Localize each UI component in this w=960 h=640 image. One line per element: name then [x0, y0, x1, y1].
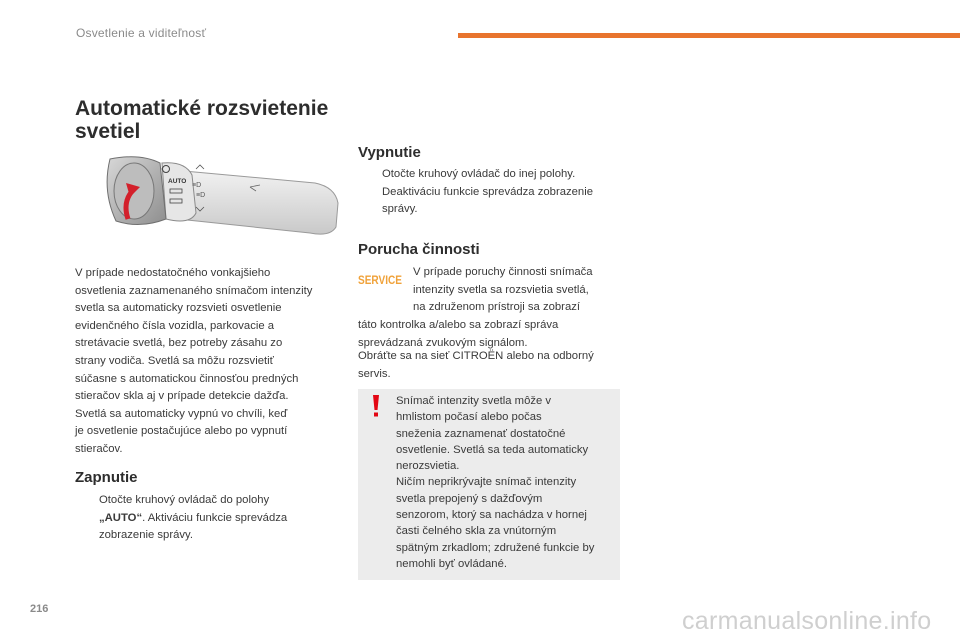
zapnutie-step: [76, 492, 336, 548]
warning-line: osvetlenie. Svetlá sa teda automaticky: [396, 443, 589, 456]
intro-line: stieračov skla aj v prípade detekcie dažďa.: [75, 390, 289, 403]
vypnutie-step: [359, 166, 629, 222]
vypnutie-line: Deaktiváciu funkcie sprevádza zobrazenie: [382, 185, 593, 198]
warning-line: nemohli byť ovládané.: [396, 557, 507, 570]
porucha-indented-text: [413, 264, 633, 317]
intro-line: svetla sa automaticky rozsvieti osvetlenie: [75, 302, 282, 315]
intro-line: strany vodiča. Svetlá sa môžu rozsvietiť: [75, 354, 274, 367]
zapnutie-heading: Zapnutie: [75, 469, 138, 486]
service-label: SERVICE: [358, 273, 402, 287]
intro-line: stretávacie svetlá, bez potreby zásahu zo: [75, 337, 283, 350]
warning-line: svetla prepojený s dažďovým: [396, 492, 543, 505]
porucha-line: V prípade poruchy činnosti snímača: [413, 266, 593, 278]
warning-line: Snímač intenzity svetla môže v: [396, 395, 552, 407]
contact-line: servis.: [358, 367, 391, 380]
vypnutie-line: Otočte kruhový ovládač do inej polohy.: [382, 168, 576, 180]
porucha-heading: Porucha činnosti: [358, 241, 480, 258]
light-stalk-illustration: [100, 145, 340, 245]
intro-line: osvetlenia zaznamenaného snímačom intenzity: [75, 284, 313, 297]
porucha-line: intenzity svetla sa rozsvietia svetlá,: [413, 283, 589, 296]
intro-line: stieračov.: [75, 442, 123, 455]
svg-text:≡D: ≡D: [196, 192, 206, 199]
porucha-text: [358, 317, 628, 352]
warning-line: sneženia zaznamenať dostatočné: [396, 427, 566, 440]
svg-text:≡D: ≡D: [192, 182, 202, 189]
warning-line: časti čelného skla za vnútorným: [396, 525, 557, 538]
warning-line: Ničím neprikrývajte snímač intenzity: [396, 476, 577, 489]
page-title: [75, 97, 335, 143]
vypnutie-heading: Vypnutie: [358, 144, 421, 161]
porucha-line: sprevádzaná zvukovým signálom.: [358, 336, 528, 349]
exclamation-icon: [370, 394, 382, 418]
auto-position-label: „AUTO“: [99, 511, 143, 524]
zapnutie-line: zobrazenie správy.: [99, 529, 193, 542]
service-warning-icon: [358, 272, 404, 286]
page-number: 216: [30, 603, 49, 615]
header-accent-bar: [458, 33, 960, 38]
page-title-line-1: Automatické rozsvietenie: [75, 97, 329, 120]
intro-line: evidenčného čísla vozidla, parkovacie a: [75, 319, 275, 332]
section-title: Osvetlenie a viditeľnosť: [76, 26, 207, 40]
warning-line: spätným zrkadlom; združené funkcie by: [396, 541, 595, 554]
page-title-line-2: svetiel: [75, 120, 141, 143]
vypnutie-line: správy.: [382, 203, 418, 216]
porucha-line: na združenom prístroji sa zobrazí: [413, 301, 581, 314]
intro-line: súčasne s automatickou činnosťou predných: [75, 372, 299, 385]
porucha-contact-text: [358, 348, 628, 383]
auto-mark: AUTO: [168, 178, 187, 185]
zapnutie-line: . Aktiváciu funkcie sprevádza: [142, 511, 288, 524]
porucha-line: táto kontrolka a/alebo sa zobrazí správa: [358, 319, 559, 331]
contact-line: Obráťte sa na sieť CITROËN alebo na odborný: [358, 350, 594, 362]
intro-line: V prípade nedostatočného vonkajšieho: [75, 267, 271, 279]
warning-line: hmlistom počasí alebo počas: [396, 411, 542, 424]
warning-text: [396, 393, 618, 572]
watermark: carmanualsonline.info: [682, 607, 932, 635]
intro-line: Svetlá sa automaticky vypnú vo chvíli, keď: [75, 407, 288, 420]
intro-paragraph: [75, 265, 345, 459]
warning-line: senzorom, ktorý sa nachádza v hornej: [396, 509, 587, 522]
zapnutie-line: Otočte kruhový ovládač do polohy: [99, 494, 270, 506]
warning-line: nerozsvietia.: [396, 460, 460, 473]
intro-line: je osvetlenie postačujúce alebo po vypnutí: [75, 425, 288, 438]
